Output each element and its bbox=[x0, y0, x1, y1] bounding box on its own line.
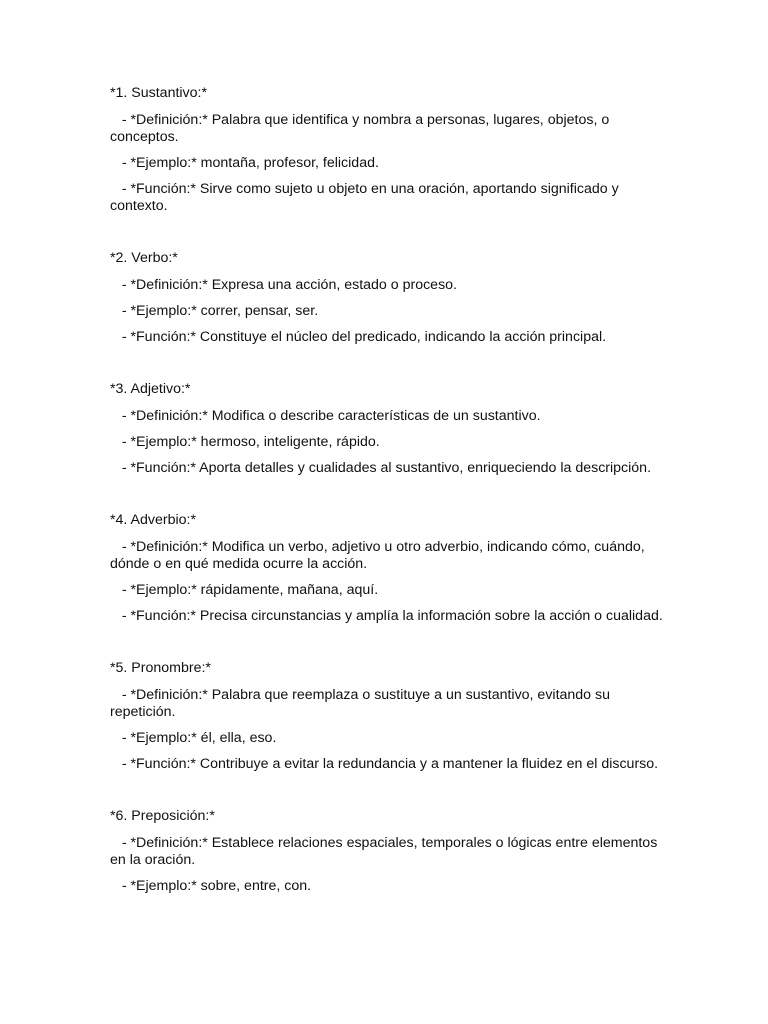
example-line: - *Ejemplo:* correr, pensar, ser. bbox=[110, 303, 319, 319]
section-verbo bbox=[110, 250, 670, 346]
section-preposicion bbox=[110, 808, 670, 895]
definition-line: - *Definición:* Modifica un verbo, adjetivo u otro adverbio, indicando cómo, cuándo, dónde o en qué medida ocurre la acción. bbox=[110, 539, 649, 572]
function-line: - *Función:* Aporta detalles y cualidades al sustantivo, enriqueciendo la descripción. bbox=[110, 460, 652, 476]
section-heading: *4. Adverbio:* bbox=[110, 512, 196, 528]
example-line: - *Ejemplo:* sobre, entre, con. bbox=[110, 878, 312, 894]
definition-line: - *Definición:* Expresa una acción, estado o proceso. bbox=[110, 277, 458, 293]
definition-line: - *Definición:* Establece relaciones espaciales, temporales o lógicas entre elementos en la oración. bbox=[110, 835, 662, 868]
section-adjetivo bbox=[110, 381, 670, 477]
section-heading: *3. Adjetivo:* bbox=[110, 381, 191, 397]
function-line: - *Función:* Sirve como sujeto u objeto en una oración, aportando significado y contexto. bbox=[110, 181, 623, 214]
definition-line: - *Definición:* Palabra que identifica y nombra a personas, lugares, objetos, o conceptos. bbox=[110, 112, 614, 145]
definition-line: - *Definición:* Palabra que reemplaza o sustituye a un sustantivo, evitando su repetición. bbox=[110, 687, 614, 720]
section-adverbio bbox=[110, 512, 670, 625]
example-line: - *Ejemplo:* él, ella, eso. bbox=[110, 730, 277, 746]
section-pronombre bbox=[110, 660, 670, 773]
definition-line: - *Definición:* Modifica o describe características de un sustantivo. bbox=[110, 408, 541, 424]
section-heading: *6. Preposición:* bbox=[110, 808, 215, 824]
example-line: - *Ejemplo:* hermoso, inteligente, rápido. bbox=[110, 434, 380, 450]
example-line: - *Ejemplo:* rápidamente, mañana, aquí. bbox=[110, 582, 379, 598]
section-heading: *2. Verbo:* bbox=[110, 250, 178, 266]
function-line: - *Función:* Contribuye a evitar la redundancia y a mantener la fluidez en el discurso. bbox=[110, 756, 659, 772]
section-heading: *1. Sustantivo:* bbox=[110, 85, 208, 101]
section-sustantivo bbox=[110, 85, 670, 215]
example-line: - *Ejemplo:* montaña, profesor, felicidad. bbox=[110, 155, 379, 171]
section-heading: *5. Pronombre:* bbox=[110, 660, 211, 676]
document-body bbox=[110, 85, 670, 930]
function-line: - *Función:* Precisa circunstancias y amplía la información sobre la acción o cualidad. bbox=[110, 608, 663, 624]
function-line: - *Función:* Constituye el núcleo del predicado, indicando la acción principal. bbox=[110, 329, 607, 345]
